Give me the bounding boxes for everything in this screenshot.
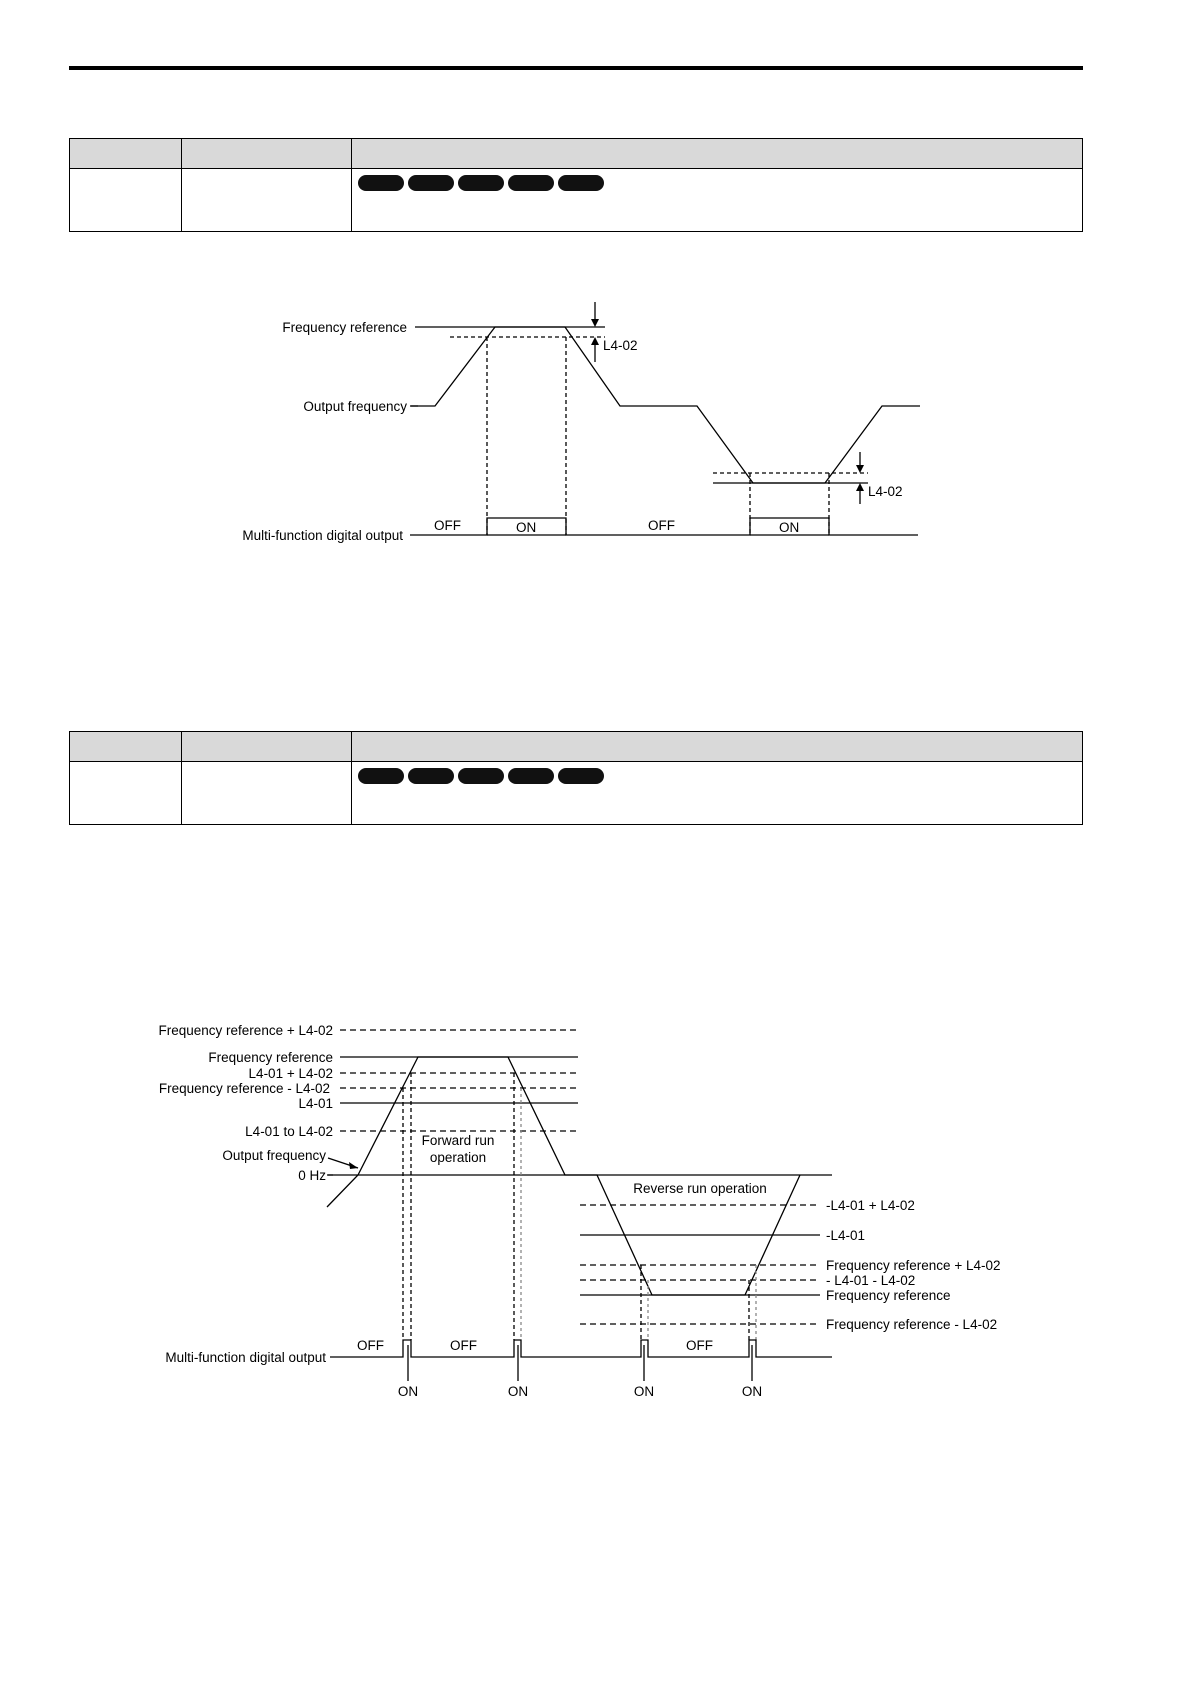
- label-output-frequency: Output frequency: [303, 399, 407, 414]
- table-row: [70, 762, 1083, 825]
- label-frequency-reference-minus-l4-02: Frequency reference - L4-02: [158, 1081, 330, 1096]
- state-off: OFF: [686, 1338, 713, 1353]
- control-mode-badge: [358, 768, 404, 784]
- control-mode-badge: [458, 768, 504, 784]
- label-frequency-reference: Frequency reference: [826, 1288, 951, 1303]
- cell-no: [70, 762, 182, 825]
- table-header-row: [70, 732, 1083, 762]
- label-frequency-reference: Frequency reference: [282, 320, 407, 335]
- state-on: ON: [507, 1384, 529, 1399]
- control-mode-badge: [408, 768, 454, 784]
- state-on: ON: [779, 520, 800, 535]
- label-forward-run-operation: operation: [429, 1150, 487, 1165]
- header-cell-no: [70, 732, 182, 762]
- label-frequency-reference-plus-l4-02: Frequency reference + L4-02: [826, 1258, 1001, 1273]
- label-zero-hz: 0 Hz: [298, 1168, 326, 1183]
- control-mode-badges: [352, 762, 1082, 784]
- timing-diagram-1: [0, 0, 1191, 600]
- parameter-table-2: [69, 731, 1083, 825]
- state-off: OFF: [357, 1338, 384, 1353]
- label-reverse-run-operation: Reverse run operation: [633, 1181, 767, 1196]
- label-frequency-reference-plus-l4-02: Frequency reference + L4-02: [158, 1023, 333, 1038]
- label-neg-l4-01: -L4-01: [826, 1228, 866, 1243]
- state-on: ON: [633, 1384, 655, 1399]
- label-neg-l4-01-minus-l4-02: - L4-01 - L4-02: [826, 1273, 916, 1288]
- control-mode-badge: [508, 768, 554, 784]
- header-cell-name: [182, 732, 352, 762]
- state-on: ON: [741, 1384, 763, 1399]
- state-on: ON: [397, 1384, 419, 1399]
- label-forward-run: Forward run: [421, 1133, 495, 1148]
- label-l4-01: L4-01: [298, 1096, 333, 1111]
- state-on: ON: [516, 520, 537, 535]
- label-multi-function-digital-output: Multi-function digital output: [165, 1350, 326, 1365]
- label-l4-01-plus-l4-02: L4-01 + L4-02: [248, 1066, 333, 1081]
- header-cell-description: [352, 732, 1083, 762]
- label-l4-02-top: L4-02: [603, 338, 638, 353]
- state-off: OFF: [648, 518, 675, 533]
- label-l4-01-to-l4-02: L4-01 to L4-02: [245, 1124, 333, 1139]
- label-frequency-reference: Frequency reference: [208, 1050, 333, 1065]
- label-neg-l4-01-plus-l4-02: -L4-01 + L4-02: [826, 1198, 915, 1213]
- label-frequency-reference-minus-l4-02: Frequency reference - L4-02: [826, 1317, 998, 1332]
- label-output-frequency: Output frequency: [222, 1148, 326, 1163]
- label-l4-02-bottom: L4-02: [868, 484, 903, 499]
- state-off: OFF: [450, 1338, 477, 1353]
- label-multi-function-digital-output: Multi-function digital output: [242, 528, 403, 543]
- state-off: OFF: [434, 518, 461, 533]
- cell-name: [182, 762, 352, 825]
- control-mode-badge: [558, 768, 604, 784]
- cell-description: [352, 762, 1083, 825]
